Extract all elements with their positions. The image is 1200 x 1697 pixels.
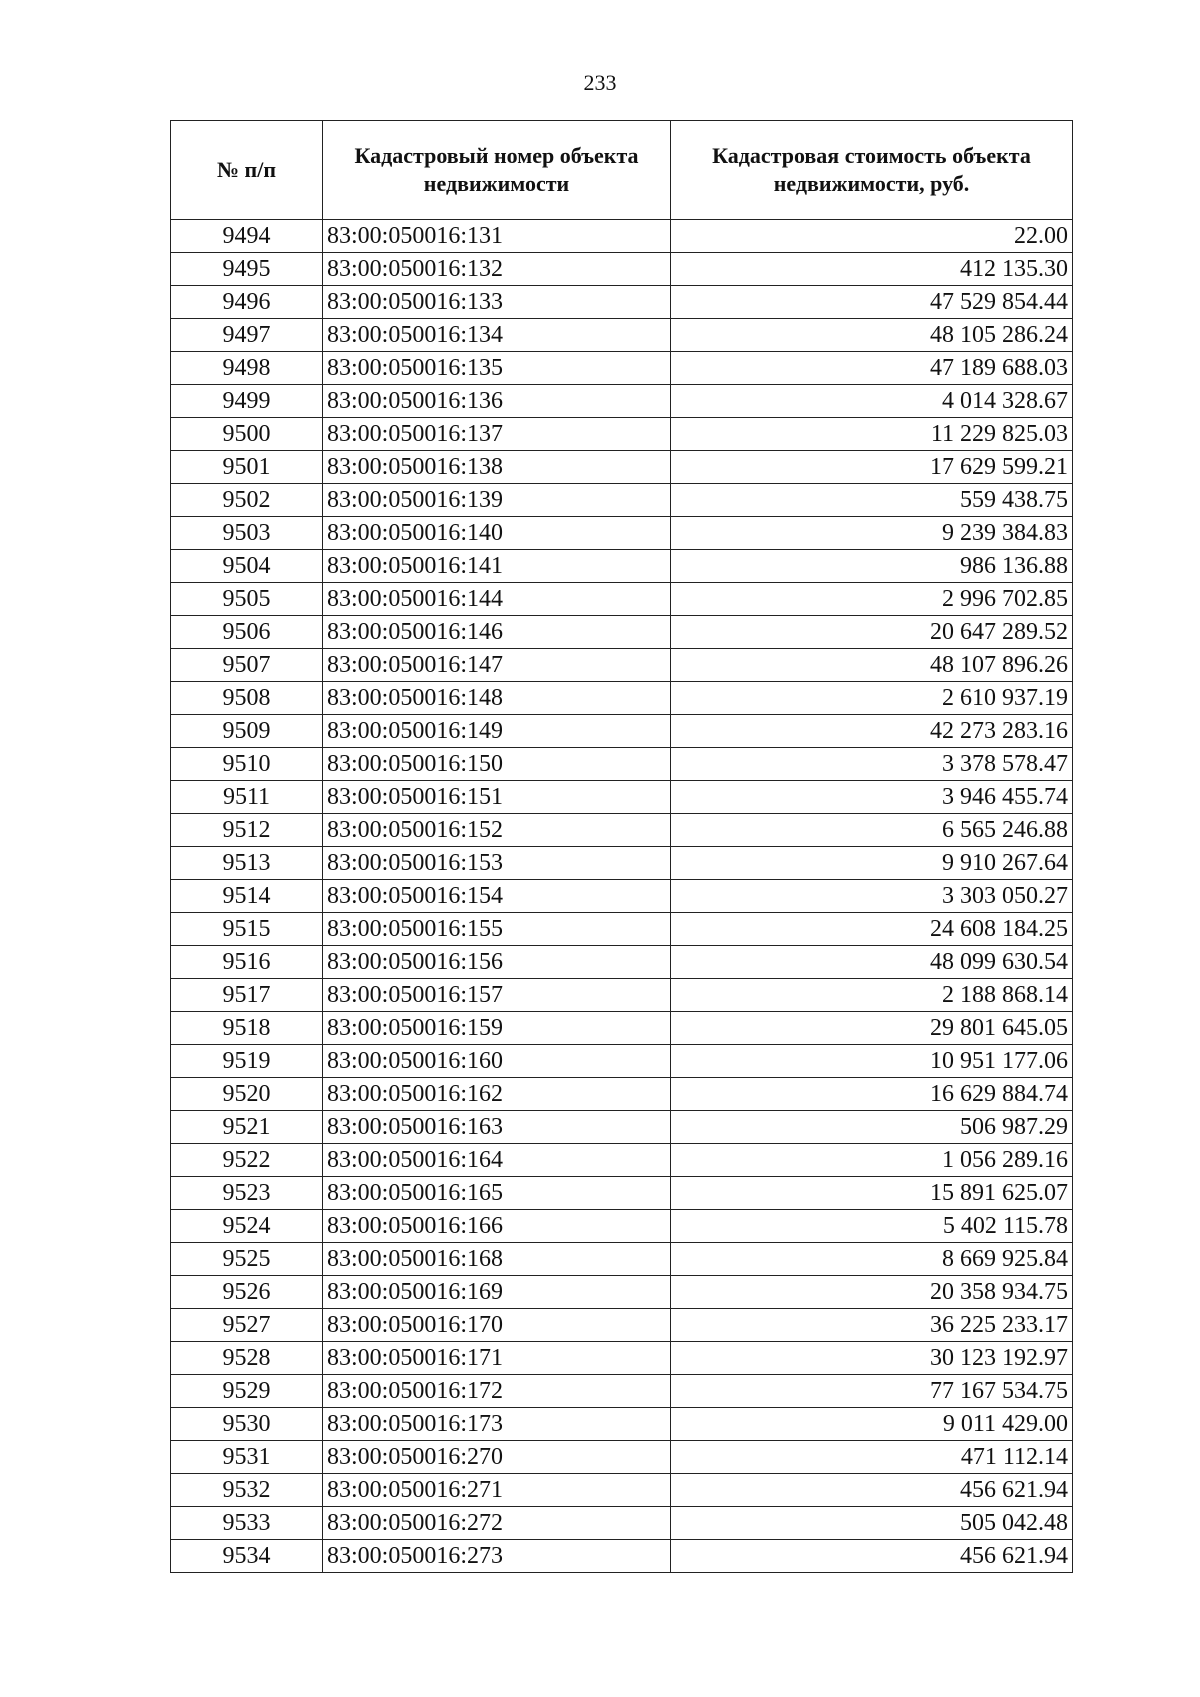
table-row (171, 1177, 1073, 1210)
table-row (171, 1144, 1073, 1177)
table-row (171, 319, 1073, 352)
cadastral-value: 48 107 896.26 (671, 649, 1073, 682)
row-number: 9511 (171, 781, 323, 814)
cadastral-number: 83:00:050016:132 (323, 253, 671, 286)
cadastral-number: 83:00:050016:169 (323, 1276, 671, 1309)
table-row (171, 748, 1073, 781)
row-number: 9524 (171, 1210, 323, 1243)
cadastral-number: 83:00:050016:151 (323, 781, 671, 814)
table-row (171, 847, 1073, 880)
cadastral-value: 48 105 286.24 (671, 319, 1073, 352)
cadastral-number: 83:00:050016:156 (323, 946, 671, 979)
cadastral-value: 47 189 688.03 (671, 352, 1073, 385)
cadastral-value: 5 402 115.78 (671, 1210, 1073, 1243)
table-row (171, 1012, 1073, 1045)
header-cadastral-number: Кадастровый номер объекта недвижимости (323, 121, 671, 220)
row-number: 9520 (171, 1078, 323, 1111)
table-row (171, 1474, 1073, 1507)
cadastral-value: 20 358 934.75 (671, 1276, 1073, 1309)
cadastral-value: 412 135.30 (671, 253, 1073, 286)
cadastral-value: 559 438.75 (671, 484, 1073, 517)
table-row (171, 616, 1073, 649)
table-row (171, 649, 1073, 682)
row-number: 9512 (171, 814, 323, 847)
table-row (171, 1375, 1073, 1408)
table-header (171, 121, 1073, 220)
cadastral-value: 9 239 384.83 (671, 517, 1073, 550)
table-row (171, 1243, 1073, 1276)
cadastral-value: 6 565 246.88 (671, 814, 1073, 847)
cadastral-value: 9 011 429.00 (671, 1408, 1073, 1441)
cadastral-number: 83:00:050016:157 (323, 979, 671, 1012)
cadastral-number: 83:00:050016:163 (323, 1111, 671, 1144)
cadastral-value: 3 946 455.74 (671, 781, 1073, 814)
cadastral-number: 83:00:050016:154 (323, 880, 671, 913)
table-row (171, 1408, 1073, 1441)
cadastral-number: 83:00:050016:149 (323, 715, 671, 748)
cadastral-number: 83:00:050016:146 (323, 616, 671, 649)
table-row (171, 451, 1073, 484)
table-row (171, 583, 1073, 616)
row-number: 9505 (171, 583, 323, 616)
table-row (171, 1111, 1073, 1144)
cadastral-value: 30 123 192.97 (671, 1342, 1073, 1375)
row-number: 9513 (171, 847, 323, 880)
cadastral-number: 83:00:050016:170 (323, 1309, 671, 1342)
cadastral-value: 2 188 868.14 (671, 979, 1073, 1012)
cadastral-value: 17 629 599.21 (671, 451, 1073, 484)
table-row (171, 1342, 1073, 1375)
table-row (171, 880, 1073, 913)
table-row (171, 913, 1073, 946)
table-row (171, 814, 1073, 847)
row-number: 9503 (171, 517, 323, 550)
table-row (171, 1507, 1073, 1540)
cadastral-number: 83:00:050016:171 (323, 1342, 671, 1375)
table-row (171, 484, 1073, 517)
row-number: 9528 (171, 1342, 323, 1375)
row-number: 9502 (171, 484, 323, 517)
cadastral-value: 22.00 (671, 220, 1073, 253)
row-number: 9515 (171, 913, 323, 946)
cadastral-value: 20 647 289.52 (671, 616, 1073, 649)
row-number: 9531 (171, 1441, 323, 1474)
row-number: 9509 (171, 715, 323, 748)
cadastral-number: 83:00:050016:164 (323, 1144, 671, 1177)
row-number: 9507 (171, 649, 323, 682)
table-row (171, 286, 1073, 319)
row-number: 9514 (171, 880, 323, 913)
row-number: 9516 (171, 946, 323, 979)
cadastral-value: 47 529 854.44 (671, 286, 1073, 319)
row-number: 9518 (171, 1012, 323, 1045)
cadastral-number: 83:00:050016:134 (323, 319, 671, 352)
cadastral-value: 29 801 645.05 (671, 1012, 1073, 1045)
row-number: 9494 (171, 220, 323, 253)
row-number: 9517 (171, 979, 323, 1012)
page-number: 233 (583, 70, 617, 95)
cadastral-number: 83:00:050016:141 (323, 550, 671, 583)
table-row (171, 1309, 1073, 1342)
table-row (171, 253, 1073, 286)
row-number: 9496 (171, 286, 323, 319)
cadastral-number: 83:00:050016:273 (323, 1540, 671, 1573)
table-row (171, 418, 1073, 451)
row-number: 9523 (171, 1177, 323, 1210)
table-row (171, 781, 1073, 814)
cadastral-value: 1 056 289.16 (671, 1144, 1073, 1177)
row-number: 9499 (171, 385, 323, 418)
row-number: 9508 (171, 682, 323, 715)
cadastral-value: 8 669 925.84 (671, 1243, 1073, 1276)
row-number: 9501 (171, 451, 323, 484)
row-number: 9504 (171, 550, 323, 583)
row-number: 9495 (171, 253, 323, 286)
row-number: 9532 (171, 1474, 323, 1507)
table-row (171, 715, 1073, 748)
cadastral-number: 83:00:050016:166 (323, 1210, 671, 1243)
table-row (171, 517, 1073, 550)
cadastral-number: 83:00:050016:136 (323, 385, 671, 418)
header-row (171, 121, 1073, 220)
row-number: 9530 (171, 1408, 323, 1441)
cadastral-value: 16 629 884.74 (671, 1078, 1073, 1111)
cadastral-number: 83:00:050016:159 (323, 1012, 671, 1045)
row-number: 9526 (171, 1276, 323, 1309)
cadastral-value: 506 987.29 (671, 1111, 1073, 1144)
cadastral-number: 83:00:050016:165 (323, 1177, 671, 1210)
cadastral-table (170, 120, 1073, 1573)
cadastral-number: 83:00:050016:162 (323, 1078, 671, 1111)
row-number: 9529 (171, 1375, 323, 1408)
table-row (171, 979, 1073, 1012)
table-row (171, 220, 1073, 253)
header-cadastral-value: Кадастровая стоимость объекта недвижимости, руб. (671, 121, 1073, 220)
table-row (171, 1540, 1073, 1573)
table-row (171, 352, 1073, 385)
cadastral-value: 456 621.94 (671, 1474, 1073, 1507)
table-row (171, 550, 1073, 583)
row-number: 9533 (171, 1507, 323, 1540)
row-number: 9534 (171, 1540, 323, 1573)
cadastral-number: 83:00:050016:155 (323, 913, 671, 946)
cadastral-number: 83:00:050016:152 (323, 814, 671, 847)
table-row (171, 946, 1073, 979)
table-row (171, 1441, 1073, 1474)
cadastral-value: 42 273 283.16 (671, 715, 1073, 748)
cadastral-number: 83:00:050016:160 (323, 1045, 671, 1078)
cadastral-value: 24 608 184.25 (671, 913, 1073, 946)
cadastral-number: 83:00:050016:272 (323, 1507, 671, 1540)
cadastral-value: 986 136.88 (671, 550, 1073, 583)
cadastral-value: 77 167 534.75 (671, 1375, 1073, 1408)
cadastral-number: 83:00:050016:148 (323, 682, 671, 715)
cadastral-value: 3 303 050.27 (671, 880, 1073, 913)
table-row (171, 1078, 1073, 1111)
cadastral-value: 15 891 625.07 (671, 1177, 1073, 1210)
cadastral-number: 83:00:050016:137 (323, 418, 671, 451)
cadastral-value: 505 042.48 (671, 1507, 1073, 1540)
cadastral-value: 9 910 267.64 (671, 847, 1073, 880)
row-number: 9525 (171, 1243, 323, 1276)
cadastral-value: 471 112.14 (671, 1441, 1073, 1474)
cadastral-number: 83:00:050016:172 (323, 1375, 671, 1408)
row-number: 9500 (171, 418, 323, 451)
cadastral-number: 83:00:050016:271 (323, 1474, 671, 1507)
cadastral-value: 10 951 177.06 (671, 1045, 1073, 1078)
cadastral-number: 83:00:050016:168 (323, 1243, 671, 1276)
cadastral-value: 36 225 233.17 (671, 1309, 1073, 1342)
table-row (171, 385, 1073, 418)
cadastral-number: 83:00:050016:135 (323, 352, 671, 385)
header-num: № п/п (171, 121, 323, 220)
cadastral-value: 48 099 630.54 (671, 946, 1073, 979)
cadastral-value: 3 378 578.47 (671, 748, 1073, 781)
row-number: 9527 (171, 1309, 323, 1342)
row-number: 9506 (171, 616, 323, 649)
cadastral-number: 83:00:050016:173 (323, 1408, 671, 1441)
cadastral-number: 83:00:050016:133 (323, 286, 671, 319)
cadastral-number: 83:00:050016:147 (323, 649, 671, 682)
table-row (171, 1276, 1073, 1309)
cadastral-number: 83:00:050016:144 (323, 583, 671, 616)
cadastral-number: 83:00:050016:139 (323, 484, 671, 517)
row-number: 9519 (171, 1045, 323, 1078)
row-number: 9510 (171, 748, 323, 781)
table-row (171, 1210, 1073, 1243)
cadastral-number: 83:00:050016:131 (323, 220, 671, 253)
cadastral-value: 2 610 937.19 (671, 682, 1073, 715)
cadastral-value: 2 996 702.85 (671, 583, 1073, 616)
cadastral-number: 83:00:050016:270 (323, 1441, 671, 1474)
row-number: 9498 (171, 352, 323, 385)
row-number: 9521 (171, 1111, 323, 1144)
cadastral-number: 83:00:050016:150 (323, 748, 671, 781)
row-number: 9522 (171, 1144, 323, 1177)
cadastral-number: 83:00:050016:140 (323, 517, 671, 550)
cadastral-number: 83:00:050016:153 (323, 847, 671, 880)
cadastral-number: 83:00:050016:138 (323, 451, 671, 484)
table-row (171, 682, 1073, 715)
table-row (171, 1045, 1073, 1078)
table-body (171, 220, 1073, 1573)
cadastral-value: 456 621.94 (671, 1540, 1073, 1573)
cadastral-value: 11 229 825.03 (671, 418, 1073, 451)
cadastral-value: 4 014 328.67 (671, 385, 1073, 418)
row-number: 9497 (171, 319, 323, 352)
